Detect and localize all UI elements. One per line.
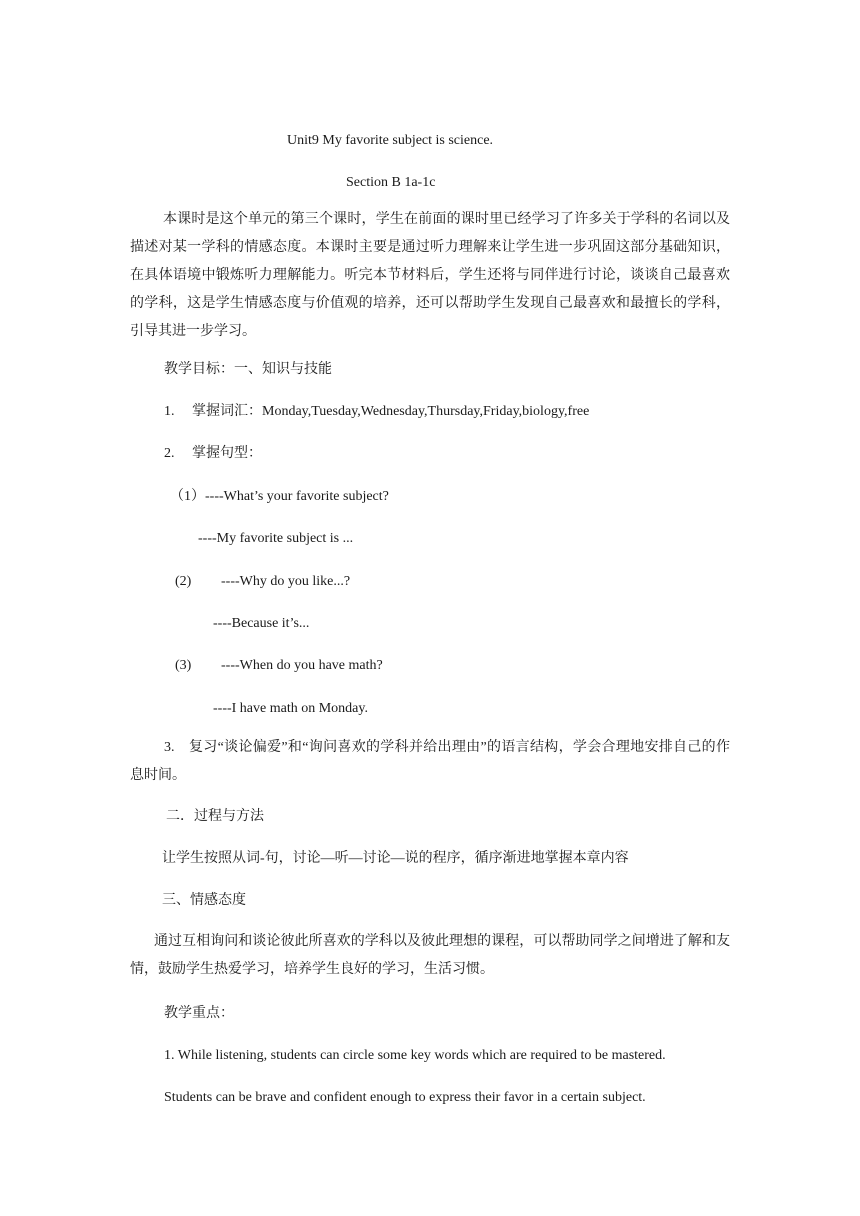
pattern-1-answer: ----My favorite subject is ... [198, 531, 354, 546]
objective-item-3-text: 复习“谈论偏爱”和“询问喜欢的学科并给出理由”的语言结构，学会合理地安排自己的作息时间。 [130, 740, 730, 783]
emotion-heading: 三、情感态度 [162, 893, 246, 908]
process-text: 让学生按照从词-句，讨论—听—讨论—说的程序，循序渐进地掌握本章内容 [162, 851, 629, 866]
document-title: Unit9 My favorite subject is science. [287, 133, 494, 148]
pattern-3-number: (3) [175, 658, 192, 673]
process-heading: 二．过程与方法 [166, 809, 264, 824]
key-point-item-1: 1. While listening, students can circle some key words which are required to be mastered. [164, 1048, 666, 1063]
objective-item-2-number: 2. [164, 446, 175, 461]
objective-item-2-text: 掌握句型： [192, 446, 262, 461]
objective-item-3-number: 3. [164, 740, 175, 755]
intro-paragraph: 本课时是这个单元的第三个课时，学生在前面的课时里已经学习了许多关于学科的名词以及描述对某一学科的情感态度。本课时主要是通过听力理解来让学生进一步巩固这部分基础知识，在具体语境中锻炼听力理解能力。听完本节材料后，学生还将与同伴进行讨论，谈谈自己最喜欢的学科，这是学生情感态度与价值观的培养，还可以帮助学生发现自己最喜欢和最擅长的学科，引导其进一步学习。 [130, 212, 730, 339]
objective-item-1-number: 1. [164, 404, 175, 419]
pattern-1-number: （1） [170, 489, 205, 504]
pattern-1-question: ----What’s your favorite subject? [205, 489, 389, 504]
pattern-2-number: (2) [175, 574, 192, 589]
pattern-3-question: ----When do you have math? [221, 658, 383, 673]
key-point-item-2: Students can be brave and confident enough to express their favor in a certain subject. [164, 1090, 646, 1105]
emotion-paragraph: 通过互相询问和谈论彼此所喜欢的学科以及彼此理想的课程，可以帮助同学之间增进了解和友情，鼓励学生热爱学习，培养学生良好的学习，生活习惯。 [130, 934, 730, 977]
pattern-3-answer: ----I have math on Monday. [213, 701, 368, 716]
key-points-heading: 教学重点： [164, 1006, 234, 1021]
section-subtitle: Section B 1a-1c [346, 175, 436, 190]
pattern-2-answer: ----Because it’s... [213, 616, 310, 631]
objective-item-1-text: 掌握词汇：Monday,Tuesday,Wednesday,Thursday,Friday,biology,free [192, 404, 590, 419]
objectives-heading: 教学目标：一、知识与技能 [164, 362, 332, 377]
pattern-2-question: ----Why do you like...? [221, 574, 351, 589]
